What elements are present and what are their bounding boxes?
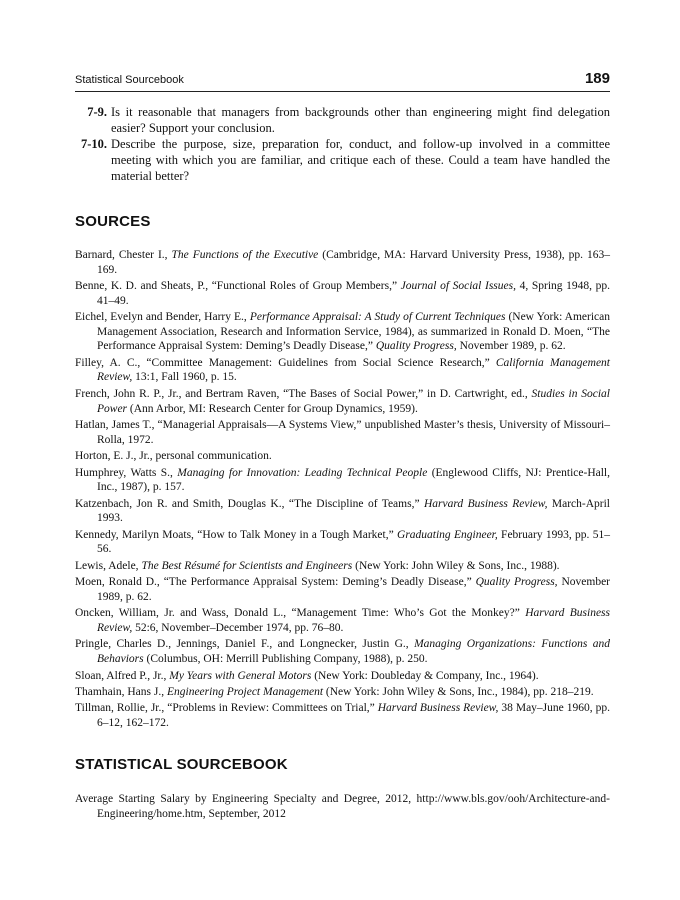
reference-text: Pringle, Charles D., Jennings, Daniel F., and Longnecker, Justin G., [75,638,415,651]
reference-title: The Functions of the Executive [171,249,319,261]
reference-entry [75,637,610,666]
reference-text: November 1989, p. 62. [97,576,611,603]
reference-entry [75,248,610,277]
reference-entry [75,701,610,730]
reference-title: Harvard Business Review, [377,702,499,715]
sources-heading: SOURCES [75,213,151,230]
reference-entry [75,528,610,557]
reference-title: Performance Appraisal: A Study of Current Techniques [249,311,506,324]
reference-title: Quality Progress, [475,576,558,589]
reference-text: Sloan, Alfred P., Jr., [75,669,170,682]
reference-title: California Management Review, [97,356,610,384]
reference-text: February 1993, pp. 51–56. [97,528,610,556]
reference-text: (Englewood Cliffs, NJ: Prentice-Hall, Inc., 1987), p. 157. [97,466,611,494]
reference-text: 52:6, November–December 1974, pp. 76–80. [132,621,344,634]
reference-text: 4, Spring 1948, pp. 41–49. [97,280,611,307]
reference-text: Tillman, Rollie, Jr., “Problems in Review: Committees on Trial,” [75,702,378,715]
reference-text: 13:1, Fall 1960, p. 15. [132,371,237,384]
reference-entry [75,387,610,416]
reference-entry [75,466,610,495]
header-rule [75,91,610,92]
running-head-title: Statistical Sourcebook [75,74,184,86]
reference-entry [75,449,610,464]
reference-title: Harvard Business Review, [423,497,548,510]
reference-text: March-April 1993. [97,497,610,525]
reference-text: (Ann Arbor, MI: Research Center for Group Dynamics, 1959). [127,402,418,415]
reference-text: (New York: Doubleday & Company, Inc., 1964). [311,669,539,682]
reference-text: Oncken, William, Jr. and Wass, Donald L., “Management Time: Who’s Got the Monkey?” [75,607,526,620]
reference-text: (Columbus, OH: Merrill Publishing Company, 1988), p. 250. [143,653,428,666]
reference-text: (New York: American Management Association, Research and Information Service, 1984), as summarized in Ronald D. Moen, “The Performance Appraisal System: Deming’s Deadly Disease,” [97,311,610,353]
reference-title: Studies in Social Power [97,387,610,415]
reference-title: Graduating Engineer, [397,528,498,541]
reference-text: 38 May–June 1960, pp. 6–12, 162–172. [97,702,610,730]
page-number: 189 [584,70,610,87]
reference-title: Journal of Social Issues, [400,280,516,293]
reference-text: Barnard, Chester I., [75,249,172,261]
sources-list [75,248,610,733]
question-number: 7-9. [87,105,107,119]
reference-title: The Best Résumé for Scientists and Engineers [141,559,353,572]
reference-title: Managing Organizations: Functions and Behaviors [97,638,610,666]
reference-text: Humphrey, Watts S., [75,466,178,479]
reference-entry [75,575,610,604]
reference-text: Moen, Ronald D., “The Performance Appraisal System: Deming’s Deadly Disease,” [75,576,476,589]
reference-text: Kennedy, Marilyn Moats, “How to Talk Money in a Tough Market,” [75,528,398,541]
reference-entry [75,606,610,635]
reference-entry [75,418,610,447]
reference-entry [75,356,610,385]
reference-title: Managing for Innovation: Leading Technical People [177,466,428,479]
reference-text: Thamhain, Hans J., [75,685,167,698]
reference-title: My Years with General Motors [169,669,312,682]
question-text: Describe the purpose, size, preparation for, conduct, and follow-up involved in a committee meeting with which you are familiar, and critique each of these. Could a team have handled the material better? [111,137,610,183]
reference-text: November 1989, p. 62. [456,340,566,353]
reference-text: Benne, K. D. and Sheats, P., “Functional Roles of Group Members,” [75,280,401,293]
reference-title: Harvard Business Review, [97,607,611,634]
reference-entry [75,279,610,308]
reference-text: (Cambridge, MA: Harvard University Press, 1938), pp. 163–169. [97,249,610,276]
reference-text: French, John R. P., Jr., and Bertram Raven, “The Bases of Social Power,” in D. Cartwright, ed., [75,387,532,400]
reference-entry [75,559,610,574]
reference-text: Lewis, Adele, [75,559,142,572]
statistical-sourcebook-heading: STATISTICAL SOURCEBOOK [75,756,288,773]
reference-entry [75,669,610,684]
question-item [75,136,610,184]
question-text: Is it reasonable that managers from backgrounds other than engineering might find delegation easier? Support your conclusion. [111,105,610,135]
reference-text: Eichel, Evelyn and Bender, Harry E., [75,311,250,324]
reference-title: Engineering Project Management [166,685,324,698]
reference-entry [75,497,610,526]
reference-text: Katzenbach, Jon R. and Smith, Douglas K., “The Discipline of Teams,” [75,497,424,510]
reference-text: Horton, E. J., Jr., personal communication. [75,450,272,463]
reference-text: (New York: John Wiley & Sons, Inc., 1984), pp. 218–219. [323,685,594,698]
reference-entry [75,310,610,354]
question-number: 7-10. [80,137,107,151]
reference-text: Hatlan, James T., “Managerial Appraisals—A Systems View,” unpublished Master’s thesis, University of Missouri–Rolla, 1972. [75,418,610,446]
reference-title: Quality Progress, [375,340,457,353]
review-questions [75,104,610,184]
statistical-sourcebook-list [75,792,610,823]
reference-text: (New York: John Wiley & Sons, Inc., 1988). [352,559,560,572]
question-item [75,104,610,136]
reference-text: Filley, A. C., “Committee Management: Guidelines from Social Science Research,” [75,356,496,369]
sourcebook-entry: Average Starting Salary by Engineering Specialty and Degree, 2012, http://www.bls.gov/ooh/Architecture-and-Engineering/home.htm, September, 2012 [75,793,610,820]
reference-entry [75,685,610,700]
